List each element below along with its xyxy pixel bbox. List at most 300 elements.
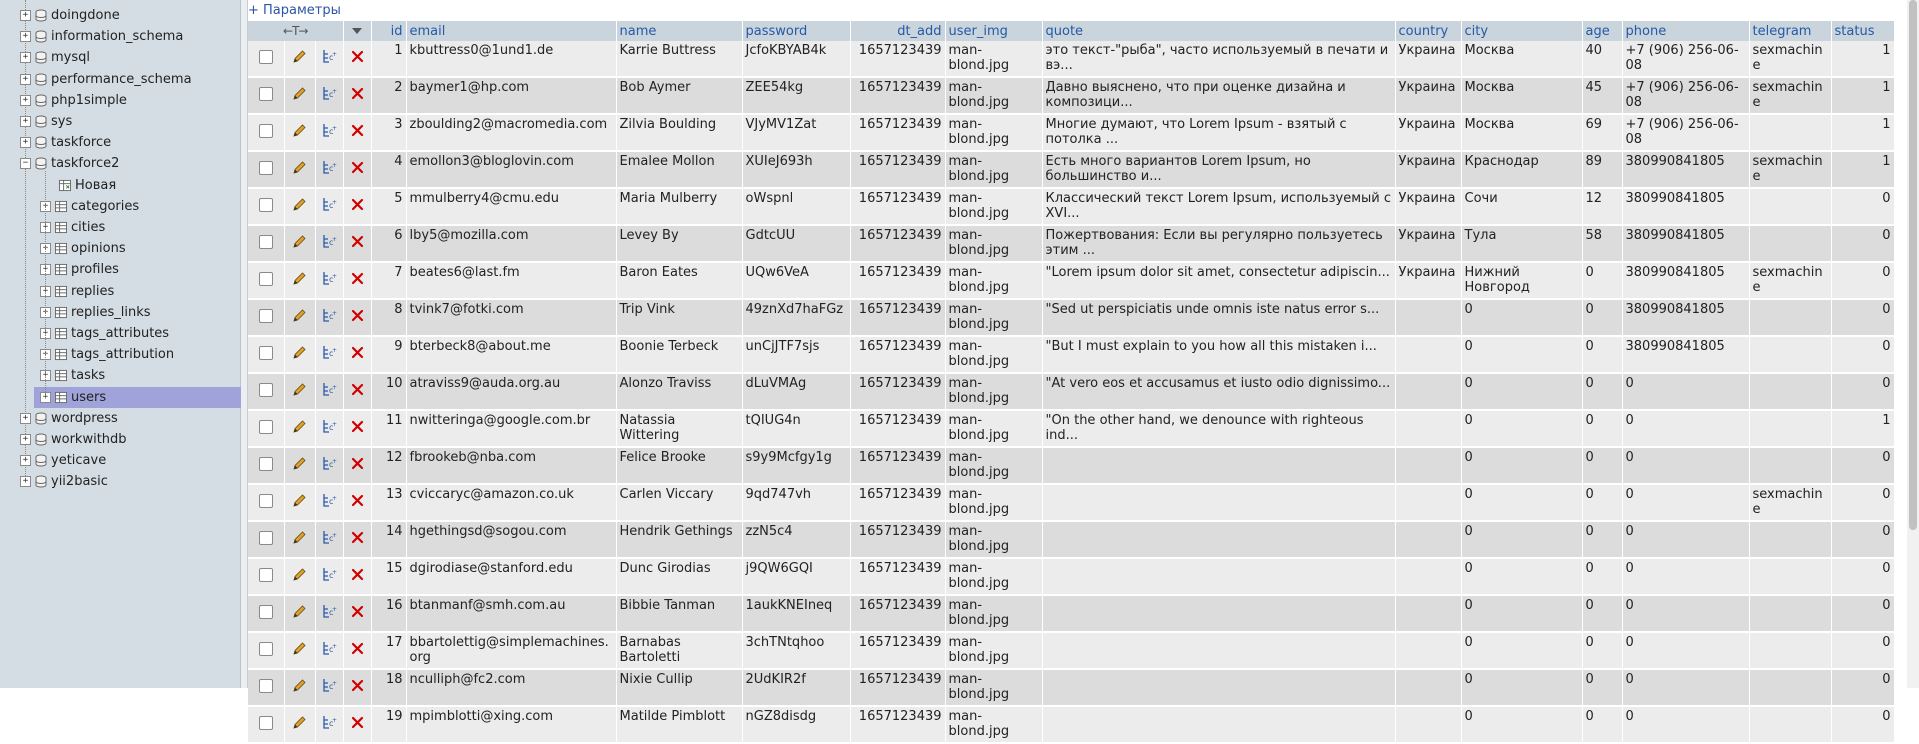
row-checkbox[interactable] — [259, 124, 273, 138]
row-checkbox[interactable] — [259, 309, 273, 323]
copy-button[interactable] — [315, 595, 343, 632]
sidebar-db-yeticave[interactable] — [20, 450, 106, 471]
cell-telegram[interactable] — [1749, 706, 1831, 743]
cell-telegram[interactable] — [1749, 225, 1831, 262]
cell-phone[interactable]: 0 — [1622, 521, 1749, 558]
copy-button[interactable] — [315, 447, 343, 484]
delete-button[interactable] — [343, 632, 371, 669]
delete-button[interactable] — [343, 484, 371, 521]
cell-dt-add[interactable]: 1657123439 — [850, 336, 945, 373]
expand-toggle-icon[interactable]: + — [20, 434, 31, 445]
cell-password[interactable]: 3chTNtqhoo — [742, 632, 850, 669]
cell-password[interactable]: VJyMV1Zat — [742, 114, 850, 151]
cell-quote[interactable] — [1042, 706, 1395, 743]
vertical-scrollbar[interactable] — [1907, 0, 1919, 688]
cell-password[interactable]: 9qd747vh — [742, 484, 850, 521]
edit-button[interactable] — [284, 336, 315, 373]
copy-button[interactable] — [315, 632, 343, 669]
edit-button[interactable] — [284, 595, 315, 632]
cell-name[interactable]: Trip Vink — [616, 299, 742, 336]
cell-email[interactable]: mmulberry4@cmu.edu — [406, 188, 616, 225]
copy-button[interactable] — [315, 299, 343, 336]
cell-age[interactable]: 0 — [1582, 262, 1622, 299]
cell-city[interactable]: 0 — [1461, 447, 1582, 484]
cell-status[interactable]: 1 — [1831, 410, 1894, 447]
row-checkbox[interactable] — [259, 531, 273, 545]
cell-city[interactable]: Москва — [1461, 77, 1582, 114]
cell-name[interactable]: Emalee Mollon — [616, 151, 742, 188]
cell-email[interactable]: atraviss9@auda.org.au — [406, 373, 616, 410]
cell-password[interactable]: XUIeJ693h — [742, 151, 850, 188]
cell-quote[interactable] — [1042, 484, 1395, 521]
row-select-cell[interactable] — [248, 595, 284, 632]
cell-city[interactable]: Тула — [1461, 225, 1582, 262]
cell-telegram[interactable]: sexmachine — [1749, 484, 1831, 521]
cell-name[interactable]: Barnabas Bartoletti — [616, 632, 742, 669]
sidebar-table-cities[interactable] — [40, 217, 105, 238]
cell-phone[interactable]: 0 — [1622, 484, 1749, 521]
cell-email[interactable]: dgirodiase@stanford.edu — [406, 558, 616, 595]
row-select-cell[interactable] — [248, 521, 284, 558]
cell-city[interactable]: Сочи — [1461, 188, 1582, 225]
cell-phone[interactable]: 380990841805 — [1622, 225, 1749, 262]
copy-button[interactable] — [315, 484, 343, 521]
delete-button[interactable] — [343, 225, 371, 262]
cell-phone[interactable]: 0 — [1622, 632, 1749, 669]
sort-dropdown[interactable] — [343, 21, 371, 41]
cell-user-img[interactable]: man-blond.jpg — [945, 706, 1042, 743]
expand-toggle-icon[interactable]: + — [20, 10, 31, 21]
scrollbar-thumb[interactable] — [1909, 0, 1917, 530]
cell-telegram[interactable]: sexmachine — [1749, 77, 1831, 114]
cell-dt-add[interactable]: 1657123439 — [850, 114, 945, 151]
cell-email[interactable]: beates6@last.fm — [406, 262, 616, 299]
cell-id[interactable]: 10 — [371, 373, 406, 410]
sidebar-table-replies[interactable] — [40, 281, 114, 302]
cell-age[interactable]: 12 — [1582, 188, 1622, 225]
cell-telegram[interactable] — [1749, 299, 1831, 336]
cell-quote[interactable] — [1042, 632, 1395, 669]
cell-email[interactable]: nculliph@fc2.com — [406, 669, 616, 706]
row-select-cell[interactable] — [248, 410, 284, 447]
row-checkbox[interactable] — [259, 383, 273, 397]
edit-button[interactable] — [284, 151, 315, 188]
sidebar-db-performance_schema[interactable] — [20, 69, 192, 90]
copy-button[interactable] — [315, 188, 343, 225]
cell-city[interactable]: Москва — [1461, 41, 1582, 77]
cell-id[interactable]: 6 — [371, 225, 406, 262]
cell-phone[interactable]: 380990841805 — [1622, 262, 1749, 299]
column-header-user-img[interactable]: user_img — [945, 21, 1042, 41]
cell-dt-add[interactable]: 1657123439 — [850, 77, 945, 114]
edit-button[interactable] — [284, 41, 315, 77]
column-header-age[interactable]: age — [1582, 21, 1622, 41]
sidebar-db-doingdone[interactable] — [20, 5, 120, 26]
row-select-cell[interactable] — [248, 77, 284, 114]
cell-name[interactable]: Maria Mulberry — [616, 188, 742, 225]
expand-toggle-icon[interactable]: + — [20, 413, 31, 424]
row-checkbox[interactable] — [259, 642, 273, 656]
delete-button[interactable] — [343, 447, 371, 484]
cell-password[interactable]: j9QW6GQI — [742, 558, 850, 595]
expand-toggle-icon[interactable]: − — [20, 158, 31, 169]
cell-country[interactable] — [1395, 373, 1461, 410]
cell-country[interactable]: Украина — [1395, 188, 1461, 225]
cell-telegram[interactable]: sexmachine — [1749, 41, 1831, 77]
row-select-cell[interactable] — [248, 336, 284, 373]
cell-telegram[interactable] — [1749, 669, 1831, 706]
cell-dt-add[interactable]: 1657123439 — [850, 632, 945, 669]
cell-country[interactable] — [1395, 299, 1461, 336]
cell-status[interactable]: 1 — [1831, 77, 1894, 114]
row-select-cell[interactable] — [248, 706, 284, 743]
cell-email[interactable]: btanmanf@smh.com.au — [406, 595, 616, 632]
cell-phone[interactable]: +7 (906) 256-06-08 — [1622, 41, 1749, 77]
cell-status[interactable]: 0 — [1831, 632, 1894, 669]
cell-password[interactable]: unCjJTF7sjs — [742, 336, 850, 373]
cell-id[interactable]: 3 — [371, 114, 406, 151]
cell-name[interactable]: Boonie Terbeck — [616, 336, 742, 373]
delete-button[interactable] — [343, 114, 371, 151]
cell-status[interactable]: 1 — [1831, 151, 1894, 188]
cell-city[interactable]: 0 — [1461, 669, 1582, 706]
cell-dt-add[interactable]: 1657123439 — [850, 373, 945, 410]
cell-password[interactable]: 1aukKNEIneq — [742, 595, 850, 632]
row-checkbox[interactable] — [259, 235, 273, 249]
delete-button[interactable] — [343, 41, 371, 77]
cell-quote[interactable] — [1042, 558, 1395, 595]
column-header-name[interactable]: name — [616, 21, 742, 41]
column-header-dt-add[interactable]: dt_add — [850, 21, 945, 41]
cell-telegram[interactable] — [1749, 410, 1831, 447]
cell-quote[interactable] — [1042, 521, 1395, 558]
row-checkbox[interactable] — [259, 420, 273, 434]
cell-quote[interactable]: "Lorem ipsum dolor sit amet, consectetur adipiscin... — [1042, 262, 1395, 299]
cell-country[interactable] — [1395, 410, 1461, 447]
row-checkbox[interactable] — [259, 457, 273, 471]
cell-email[interactable]: lby5@mozilla.com — [406, 225, 616, 262]
cell-id[interactable]: 18 — [371, 669, 406, 706]
row-select-cell[interactable] — [248, 484, 284, 521]
delete-button[interactable] — [343, 262, 371, 299]
column-header-id[interactable]: id — [371, 21, 406, 41]
sidebar-db-wordpress[interactable] — [20, 408, 118, 429]
cell-dt-add[interactable]: 1657123439 — [850, 41, 945, 77]
cell-user-img[interactable]: man-blond.jpg — [945, 669, 1042, 706]
copy-button[interactable] — [315, 151, 343, 188]
edit-button[interactable] — [284, 447, 315, 484]
copy-button[interactable] — [315, 706, 343, 743]
cell-name[interactable]: Baron Eates — [616, 262, 742, 299]
copy-button[interactable] — [315, 669, 343, 706]
delete-button[interactable] — [343, 373, 371, 410]
delete-button[interactable] — [343, 188, 371, 225]
cell-name[interactable]: Hendrik Gethings — [616, 521, 742, 558]
cell-city[interactable]: Краснодар — [1461, 151, 1582, 188]
edit-button[interactable] — [284, 373, 315, 410]
cell-country[interactable]: Украина — [1395, 41, 1461, 77]
cell-email[interactable]: mpimblotti@xing.com — [406, 706, 616, 743]
cell-status[interactable]: 0 — [1831, 558, 1894, 595]
cell-user-img[interactable]: man-blond.jpg — [945, 632, 1042, 669]
cell-telegram[interactable] — [1749, 558, 1831, 595]
cell-id[interactable]: 17 — [371, 632, 406, 669]
copy-button[interactable] — [315, 41, 343, 77]
copy-button[interactable] — [315, 336, 343, 373]
edit-button[interactable] — [284, 558, 315, 595]
cell-dt-add[interactable]: 1657123439 — [850, 188, 945, 225]
cell-city[interactable]: 0 — [1461, 558, 1582, 595]
cell-email[interactable]: zboulding2@macromedia.com — [406, 114, 616, 151]
cell-telegram[interactable]: sexmachine — [1749, 262, 1831, 299]
cell-id[interactable]: 8 — [371, 299, 406, 336]
cell-id[interactable]: 1 — [371, 41, 406, 77]
row-checkbox[interactable] — [259, 272, 273, 286]
edit-button[interactable] — [284, 410, 315, 447]
expand-toggle-icon[interactable]: + — [20, 52, 31, 63]
cell-user-img[interactable]: man-blond.jpg — [945, 447, 1042, 484]
expand-toggle-icon[interactable]: + — [20, 95, 31, 106]
cell-age[interactable]: 40 — [1582, 41, 1622, 77]
sidebar-table-replies_links[interactable] — [40, 302, 151, 323]
cell-phone[interactable]: 0 — [1622, 447, 1749, 484]
expand-toggle-icon[interactable]: + — [40, 328, 51, 339]
cell-email[interactable]: tvink7@fotki.com — [406, 299, 616, 336]
sidebar-db-mysql[interactable] — [20, 47, 90, 68]
cell-country[interactable]: Украина — [1395, 262, 1461, 299]
row-checkbox[interactable] — [259, 50, 273, 64]
copy-button[interactable] — [315, 114, 343, 151]
cell-id[interactable]: 11 — [371, 410, 406, 447]
cell-age[interactable]: 0 — [1582, 484, 1622, 521]
delete-button[interactable] — [343, 706, 371, 743]
cell-age[interactable]: 0 — [1582, 373, 1622, 410]
cell-quote[interactable]: Пожертвования: Если вы регулярно пользуетесь этим ... — [1042, 225, 1395, 262]
cell-age[interactable]: 0 — [1582, 632, 1622, 669]
cell-dt-add[interactable]: 1657123439 — [850, 521, 945, 558]
cell-quote[interactable]: "But I must explain to you how all this mistaken i... — [1042, 336, 1395, 373]
cell-user-img[interactable]: man-blond.jpg — [945, 151, 1042, 188]
cell-name[interactable]: Natassia Wittering — [616, 410, 742, 447]
column-header-country[interactable]: country — [1395, 21, 1461, 41]
cell-telegram[interactable] — [1749, 114, 1831, 151]
row-select-cell[interactable] — [248, 114, 284, 151]
cell-email[interactable]: bterbeck8@about.me — [406, 336, 616, 373]
cell-password[interactable]: zzN5c4 — [742, 521, 850, 558]
cell-country[interactable] — [1395, 632, 1461, 669]
cell-city[interactable]: 0 — [1461, 632, 1582, 669]
cell-user-img[interactable]: man-blond.jpg — [945, 77, 1042, 114]
cell-city[interactable]: 0 — [1461, 484, 1582, 521]
column-header-email[interactable]: email — [406, 21, 616, 41]
cell-id[interactable]: 4 — [371, 151, 406, 188]
row-checkbox[interactable] — [259, 568, 273, 582]
sidebar-table-profiles[interactable] — [40, 259, 119, 280]
cell-phone[interactable]: 380990841805 — [1622, 299, 1749, 336]
sidebar-new-table[interactable] — [44, 175, 116, 196]
copy-button[interactable] — [315, 410, 343, 447]
cell-name[interactable]: Bibbie Tanman — [616, 595, 742, 632]
sidebar-table-tags_attributes[interactable] — [40, 323, 169, 344]
row-checkbox[interactable] — [259, 679, 273, 693]
cell-user-img[interactable]: man-blond.jpg — [945, 188, 1042, 225]
cell-password[interactable]: dLuVMAg — [742, 373, 850, 410]
cell-telegram[interactable] — [1749, 595, 1831, 632]
delete-button[interactable] — [343, 77, 371, 114]
cell-country[interactable]: Украина — [1395, 77, 1461, 114]
cell-password[interactable]: s9y9Mcfgy1g — [742, 447, 850, 484]
expand-toggle-icon[interactable]: + — [40, 307, 51, 318]
expand-toggle-icon[interactable]: + — [40, 201, 51, 212]
edit-button[interactable] — [284, 632, 315, 669]
expand-toggle-icon[interactable]: + — [20, 74, 31, 85]
sidebar-table-users[interactable] — [34, 387, 246, 408]
cell-status[interactable]: 0 — [1831, 225, 1894, 262]
cell-phone[interactable]: 380990841805 — [1622, 336, 1749, 373]
cell-name[interactable]: Alonzo Traviss — [616, 373, 742, 410]
row-select-cell[interactable] — [248, 225, 284, 262]
cell-email[interactable]: hgethingsd@sogou.com — [406, 521, 616, 558]
cell-quote[interactable]: Есть много вариантов Lorem Ipsum, но большинство и... — [1042, 151, 1395, 188]
edit-button[interactable] — [284, 706, 315, 743]
sidebar-table-opinions[interactable] — [40, 238, 126, 259]
cell-password[interactable]: UQw6VeA — [742, 262, 850, 299]
cell-phone[interactable]: 0 — [1622, 373, 1749, 410]
row-select-cell[interactable] — [248, 151, 284, 188]
cell-telegram[interactable] — [1749, 632, 1831, 669]
row-select-cell[interactable] — [248, 262, 284, 299]
cell-city[interactable]: 0 — [1461, 706, 1582, 743]
sidebar-table-tags_attribution[interactable] — [40, 344, 174, 365]
cell-user-img[interactable]: man-blond.jpg — [945, 521, 1042, 558]
cell-country[interactable] — [1395, 336, 1461, 373]
cell-age[interactable]: 0 — [1582, 410, 1622, 447]
cell-user-img[interactable]: man-blond.jpg — [945, 299, 1042, 336]
edit-button[interactable] — [284, 521, 315, 558]
delete-button[interactable] — [343, 669, 371, 706]
cell-user-img[interactable]: man-blond.jpg — [945, 595, 1042, 632]
cell-dt-add[interactable]: 1657123439 — [850, 447, 945, 484]
cell-quote[interactable]: "At vero eos et accusamus et iusto odio dignissimo... — [1042, 373, 1395, 410]
edit-button[interactable] — [284, 299, 315, 336]
cell-phone[interactable]: 380990841805 — [1622, 188, 1749, 225]
cell-phone[interactable]: +7 (906) 256-06-08 — [1622, 77, 1749, 114]
edit-button[interactable] — [284, 484, 315, 521]
cell-email[interactable]: bbartolettig@simplemachines.org — [406, 632, 616, 669]
cell-phone[interactable]: 0 — [1622, 669, 1749, 706]
cell-user-img[interactable]: man-blond.jpg — [945, 225, 1042, 262]
delete-button[interactable] — [343, 410, 371, 447]
cell-age[interactable]: 0 — [1582, 447, 1622, 484]
delete-button[interactable] — [343, 151, 371, 188]
cell-status[interactable]: 0 — [1831, 262, 1894, 299]
edit-button[interactable] — [284, 77, 315, 114]
cell-password[interactable]: oWspnl — [742, 188, 850, 225]
column-header-password[interactable]: password — [742, 21, 850, 41]
row-checkbox[interactable] — [259, 494, 273, 508]
cell-password[interactable]: nGZ8disdg — [742, 706, 850, 743]
sidebar-db-php1simple[interactable] — [20, 90, 127, 111]
sidebar-db-taskforce[interactable] — [20, 132, 111, 153]
cell-dt-add[interactable]: 1657123439 — [850, 151, 945, 188]
delete-button[interactable] — [343, 521, 371, 558]
cell-id[interactable]: 19 — [371, 706, 406, 743]
expand-toggle-icon[interactable]: + — [40, 286, 51, 297]
sidebar-db-taskforce2[interactable] — [20, 153, 119, 174]
cell-status[interactable]: 0 — [1831, 188, 1894, 225]
cell-user-img[interactable]: man-blond.jpg — [945, 41, 1042, 77]
cell-country[interactable] — [1395, 484, 1461, 521]
delete-button[interactable] — [343, 336, 371, 373]
cell-status[interactable]: 0 — [1831, 484, 1894, 521]
row-checkbox[interactable] — [259, 87, 273, 101]
cell-telegram[interactable] — [1749, 373, 1831, 410]
cell-city[interactable]: 0 — [1461, 521, 1582, 558]
cell-country[interactable] — [1395, 558, 1461, 595]
cell-dt-add[interactable]: 1657123439 — [850, 669, 945, 706]
row-select-cell[interactable] — [248, 632, 284, 669]
cell-telegram[interactable]: sexmachine — [1749, 151, 1831, 188]
cell-user-img[interactable]: man-blond.jpg — [945, 558, 1042, 595]
cell-city[interactable]: Нижний Новгород — [1461, 262, 1582, 299]
cell-phone[interactable]: 0 — [1622, 595, 1749, 632]
cell-user-img[interactable]: man-blond.jpg — [945, 114, 1042, 151]
cell-quote[interactable]: Классический текст Lorem Ipsum, используемый с XVI... — [1042, 188, 1395, 225]
cell-password[interactable]: GdtcUU — [742, 225, 850, 262]
cell-country[interactable] — [1395, 706, 1461, 743]
cell-telegram[interactable] — [1749, 521, 1831, 558]
cell-country[interactable]: Украина — [1395, 114, 1461, 151]
cell-country[interactable] — [1395, 447, 1461, 484]
cell-telegram[interactable] — [1749, 188, 1831, 225]
cell-name[interactable]: Levey By — [616, 225, 742, 262]
sidebar-db-information_schema[interactable] — [20, 26, 183, 47]
row-select-cell[interactable] — [248, 558, 284, 595]
expand-toggle-icon[interactable]: + — [40, 392, 51, 403]
column-header-quote[interactable]: quote — [1042, 21, 1395, 41]
cell-dt-add[interactable]: 1657123439 — [850, 299, 945, 336]
cell-country[interactable]: Украина — [1395, 151, 1461, 188]
row-checkbox[interactable] — [259, 161, 273, 175]
expand-toggle-icon[interactable]: + — [40, 370, 51, 381]
cell-age[interactable]: 0 — [1582, 521, 1622, 558]
cell-user-img[interactable]: man-blond.jpg — [945, 410, 1042, 447]
cell-id[interactable]: 9 — [371, 336, 406, 373]
cell-country[interactable] — [1395, 595, 1461, 632]
column-header-city[interactable]: city — [1461, 21, 1582, 41]
copy-button[interactable] — [315, 225, 343, 262]
cell-name[interactable]: Dunc Girodias — [616, 558, 742, 595]
row-select-cell[interactable] — [248, 447, 284, 484]
row-select-cell[interactable] — [248, 669, 284, 706]
expand-toggle-icon[interactable]: + — [40, 243, 51, 254]
column-header-telegram[interactable]: telegram — [1749, 21, 1831, 41]
cell-age[interactable]: 69 — [1582, 114, 1622, 151]
cell-id[interactable]: 7 — [371, 262, 406, 299]
cell-country[interactable] — [1395, 669, 1461, 706]
copy-button[interactable] — [315, 373, 343, 410]
copy-button[interactable] — [315, 558, 343, 595]
cell-name[interactable]: Nixie Cullip — [616, 669, 742, 706]
cell-password[interactable]: 2UdKIR2f — [742, 669, 850, 706]
delete-button[interactable] — [343, 558, 371, 595]
cell-name[interactable]: Matilde Pimblott — [616, 706, 742, 743]
cell-name[interactable]: Zilvia Boulding — [616, 114, 742, 151]
cell-dt-add[interactable]: 1657123439 — [850, 225, 945, 262]
cell-email[interactable]: baymer1@hp.com — [406, 77, 616, 114]
delete-button[interactable] — [343, 595, 371, 632]
cell-email[interactable]: cviccaryc@amazon.co.uk — [406, 484, 616, 521]
